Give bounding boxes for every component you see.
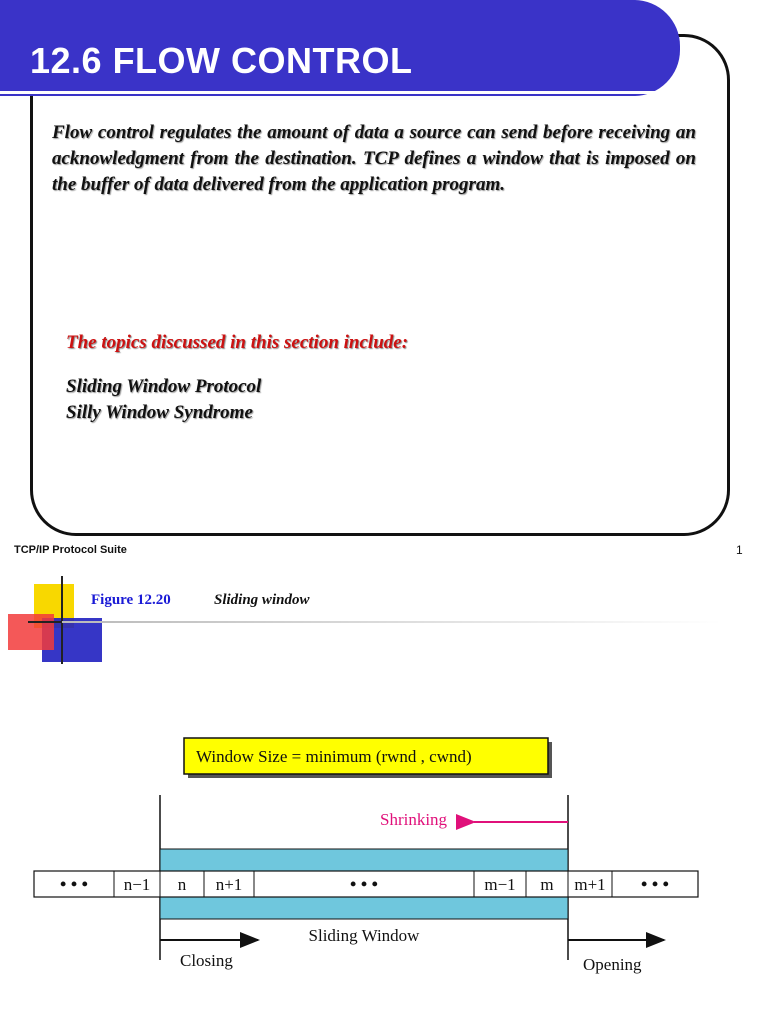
intro-paragraph: Flow control regulates the amount of data a source can send before receiving an acknowledgment from the destination. TCP defines a window that is imposed on the buffer of data delivered from the application program.	[52, 122, 696, 195]
opening-label: Opening	[583, 955, 642, 974]
figure-caption: Sliding window	[214, 592, 310, 608]
footer-source: TCP/IP Protocol Suite	[14, 544, 127, 556]
sliding-window-label: Sliding Window	[308, 926, 420, 945]
slide-title: 12.6 FLOW CONTROL	[30, 40, 413, 81]
buffer-cell: n−1	[123, 875, 151, 894]
buffer-cell: m−1	[484, 875, 516, 894]
sliding-window-diagram	[0, 572, 768, 1024]
buffer-cell: m+1	[574, 875, 606, 894]
buffer-cell: n	[177, 875, 187, 894]
page-number: 1	[736, 543, 743, 557]
buffer-cell: m	[540, 875, 554, 894]
topic-item: Sliding Window Protocol	[66, 376, 262, 397]
figure-label: Figure 12.20	[91, 592, 171, 608]
closing-label: Closing	[180, 951, 233, 970]
content-frame	[30, 34, 730, 536]
topic-item: Silly Window Syndrome	[66, 402, 253, 423]
formula-text: Window Size = minimum (rwnd , cwnd)	[196, 747, 472, 766]
slide-sliding-window	[0, 572, 768, 1024]
buffer-cell: • • •	[641, 874, 669, 894]
buffer-cell: • • •	[350, 874, 378, 894]
topics-heading: The topics discussed in this section include:	[66, 332, 409, 353]
buffer-cell: n+1	[215, 875, 243, 894]
shrinking-label: Shrinking	[380, 810, 448, 829]
buffer-cell: • • •	[60, 874, 88, 894]
